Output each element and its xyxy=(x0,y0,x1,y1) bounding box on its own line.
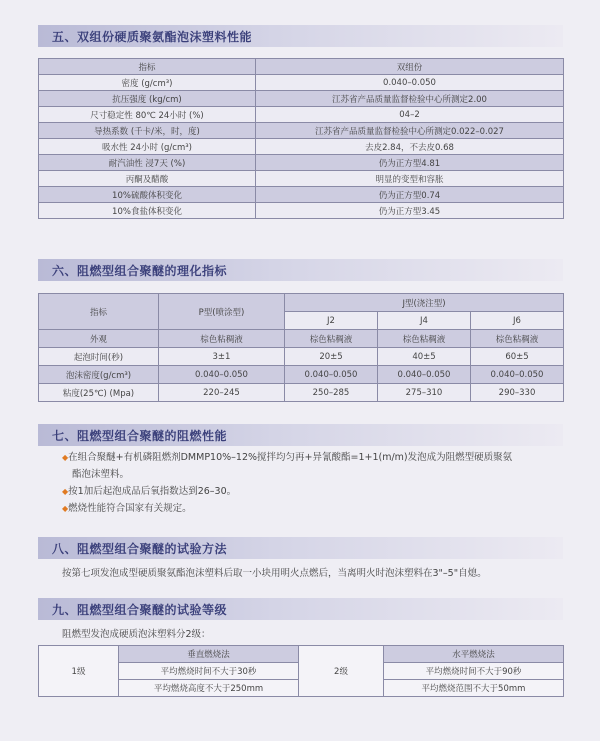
property-cell: 丙酮及醋酸 xyxy=(39,171,256,187)
property-cell: 导热系数 (千卡/米，时，度) xyxy=(39,123,256,139)
property-cell: 尺寸稳定性 80℃ 24小时 (%) xyxy=(39,107,256,123)
value-cell: 0.040–0.050 xyxy=(159,366,285,384)
diamond-bullet-icon: ◆ xyxy=(62,453,69,462)
value-cell: 棕色粘稠液 xyxy=(285,330,378,348)
section-9-header xyxy=(38,598,563,620)
section-7-title: 七、阻燃型组合聚醚的阻燃性能 xyxy=(52,429,228,443)
value-cell: 平均燃烧高度不大于250mm xyxy=(119,680,299,697)
table-row xyxy=(39,91,564,107)
value-cell: 3±1 xyxy=(159,348,285,366)
table-row xyxy=(39,187,564,203)
value-cell: 0.040–0.050 xyxy=(471,366,564,384)
test-grade-table xyxy=(38,645,564,697)
header-cell-j-type: J型(浇注型) xyxy=(285,294,564,312)
grade-2-cell: 2级 xyxy=(299,646,384,697)
table-row xyxy=(39,107,564,123)
value-cell: 去皮2.84，不去皮0.68 xyxy=(256,139,564,155)
value-cell: 220–245 xyxy=(159,384,285,402)
diamond-bullet-icon: ◆ xyxy=(62,487,69,496)
value-cell: 仍为正方型3.45 xyxy=(256,203,564,219)
table-row xyxy=(39,330,564,348)
value-cell: 仍为正方型0.74 xyxy=(256,187,564,203)
section-8-title: 八、阻燃型组合聚醚的试验方法 xyxy=(52,542,228,556)
bullet-item xyxy=(62,500,562,517)
table-row xyxy=(39,646,564,663)
table-row xyxy=(39,348,564,366)
bullet-text: 燃烧性能符合国家有关规定。 xyxy=(68,503,192,514)
property-cell: 起泡时间(秒) xyxy=(39,348,159,366)
property-cell: 10%食盐体积变化 xyxy=(39,203,256,219)
diamond-bullet-icon: ◆ xyxy=(62,504,69,513)
value-cell: 20±5 xyxy=(285,348,378,366)
property-cell: 泡沫密度(g/cm³) xyxy=(39,366,159,384)
header-cell-index: 指标 xyxy=(39,294,159,330)
value-cell: 棕色粘稠液 xyxy=(378,330,471,348)
property-cell: 吸水性 24小时 (g/cm³) xyxy=(39,139,256,155)
value-cell: 0.040–0.050 xyxy=(378,366,471,384)
header-cell-j2: J2 xyxy=(285,312,378,330)
value-cell: 江苏省产品质量监督检验中心所测定0.022–0.027 xyxy=(256,123,564,139)
bullet-text: 按1加后起泡成品后氧指数达到26–30。 xyxy=(68,486,237,497)
table-row xyxy=(39,75,564,91)
section-5-header xyxy=(38,25,563,47)
vertical-burn-header: 垂直燃烧法 xyxy=(119,646,299,663)
property-cell: 密度 (g/cm³) xyxy=(39,75,256,91)
grade-1-cell: 1级 xyxy=(39,646,119,697)
table-row xyxy=(39,384,564,402)
header-cell-j4: J4 xyxy=(378,312,471,330)
bullet-item xyxy=(62,449,562,466)
table-header-row xyxy=(39,59,564,75)
value-cell: 60±5 xyxy=(471,348,564,366)
property-cell: 粘度(25℃) (Mpa) xyxy=(39,384,159,402)
test-grade-intro: 阻燃型发泡成硬质泡沫塑料分2级： xyxy=(62,629,211,640)
header-cell-p-type: P型(喷涂型) xyxy=(159,294,285,330)
property-cell: 外观 xyxy=(39,330,159,348)
section-7-header xyxy=(38,424,563,446)
table-row xyxy=(39,155,564,171)
two-component-properties-table xyxy=(38,58,564,219)
property-cell: 10%硫酸体积变化 xyxy=(39,187,256,203)
flame-retardant-bullets xyxy=(62,449,562,517)
value-cell: 明显的变型和容胀 xyxy=(256,171,564,187)
table-row xyxy=(39,139,564,155)
table-row xyxy=(39,366,564,384)
value-cell: 仍为正方型4.81 xyxy=(256,155,564,171)
property-cell: 抗压强度 (kg/cm) xyxy=(39,91,256,107)
value-cell: 0.040–0.050 xyxy=(256,75,564,91)
value-cell: 平均燃烧时间不大于90秒 xyxy=(384,663,564,680)
value-cell: 平均燃烧时间不大于30秒 xyxy=(119,663,299,680)
section-8-header xyxy=(38,537,563,559)
value-cell: 棕色粘稠液 xyxy=(471,330,564,348)
value-cell: 江苏省产品质量监督检验中心所测定2.00 xyxy=(256,91,564,107)
table-row xyxy=(39,203,564,219)
value-cell: 0.040–0.050 xyxy=(285,366,378,384)
value-cell: 40±5 xyxy=(378,348,471,366)
test-method-text: 按第七项发泡成型硬质聚氨酯泡沫塑料后取一小块用明火点燃后，当离明火时泡沫塑料在3"–5"自熄。 xyxy=(62,568,487,579)
section-6-header xyxy=(38,259,563,281)
value-cell: 04–2 xyxy=(256,107,564,123)
section-9-title: 九、阻燃型组合聚醚的试验等级 xyxy=(52,603,228,617)
section-6-title: 六、阻燃型组合聚醚的理化指标 xyxy=(52,264,228,278)
header-cell-j6: J6 xyxy=(471,312,564,330)
table-row xyxy=(39,171,564,187)
value-cell: 250–285 xyxy=(285,384,378,402)
physicochemical-index-table xyxy=(38,293,564,402)
header-cell: 指标 xyxy=(39,59,256,75)
table-row xyxy=(39,123,564,139)
bullet-item xyxy=(62,483,562,500)
value-cell: 棕色粘稠液 xyxy=(159,330,285,348)
table-header-row xyxy=(39,294,564,312)
section-5-title: 五、双组份硬质聚氨酯泡沫塑料性能 xyxy=(52,30,253,44)
property-cell: 耐汽油性 浸7天 (%) xyxy=(39,155,256,171)
value-cell: 平均燃烧范围不大于50mm xyxy=(384,680,564,697)
value-cell: 275–310 xyxy=(378,384,471,402)
value-cell: 290–330 xyxy=(471,384,564,402)
bullet-text: 在组合聚醚+有机磷阻燃剂DMMP10%–12%搅拌均匀再+异氰酸酯=1+1(m/m)发泡成为阻燃型硬质聚氨 xyxy=(68,452,513,463)
header-cell: 双组份 xyxy=(256,59,564,75)
horizontal-burn-header: 水平燃烧法 xyxy=(384,646,564,663)
bullet-continuation: 酯泡沫塑料。 xyxy=(72,469,130,480)
